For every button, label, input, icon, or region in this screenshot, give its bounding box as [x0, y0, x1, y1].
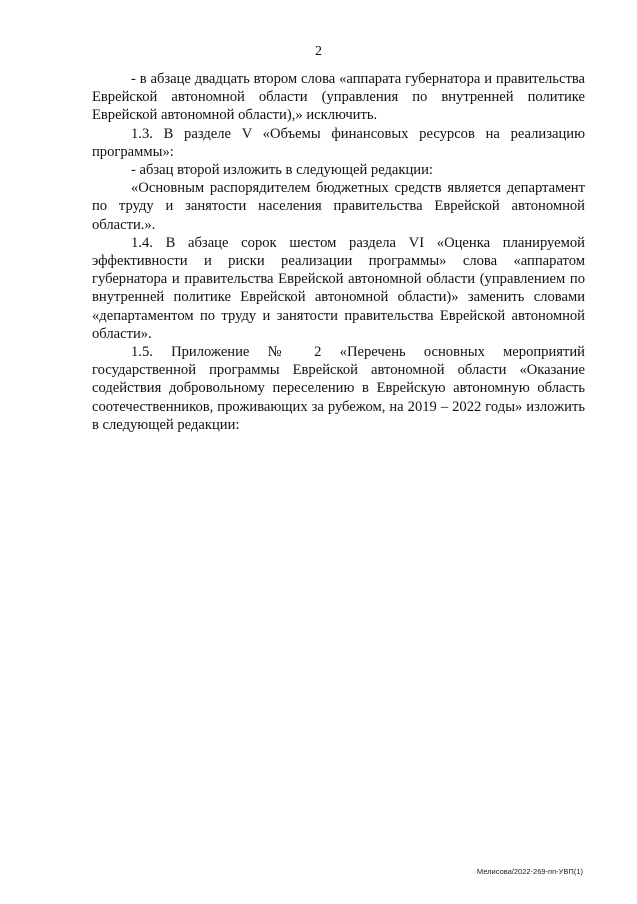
document-code-footer: Мелисова/2022-269-пп-УВП(1) [476, 867, 583, 876]
document-body [92, 70, 585, 434]
paragraph-3: - абзац второй изложить в следующей редакции: [131, 162, 433, 179]
paragraph-4: «Основным распорядителем бюджетных средств является департамент по труду и занятости населения правительства Еврейской автономной области.». [92, 180, 585, 233]
paragraph-6: 1.5. Приложение № 2 «Перечень основных мероприятий государственной программы Еврейской автономной области «Оказание содействия добровольному переселению в Еврейскую автономную область соотечественников, проживающих за рубежом, на 2019 – 2022 годы» изложить в следующей редакции: [92, 344, 585, 433]
page-number: 2 [315, 44, 322, 59]
paragraph-2: 1.3. В разделе V «Объемы финансовых ресурсов на реализацию программы»: [92, 125, 585, 160]
paragraph-1: - в абзаце двадцать втором слова «аппарата губернатора и правительства Еврейской автономной области (управления по внутренней политике Еврейской автономной области),» исключить. [92, 71, 585, 124]
paragraph-5: 1.4. В абзаце сорок шестом раздела VI «Оценка планируемой эффективности и риски реализации программы» слова «аппаратом губернатора и правительства Еврейской автономной области (управлением по внутренней политике Еврейской автономной области)» заменить словами «департаментом по труду и занятости правительства Еврейской автономной области». [92, 234, 585, 342]
